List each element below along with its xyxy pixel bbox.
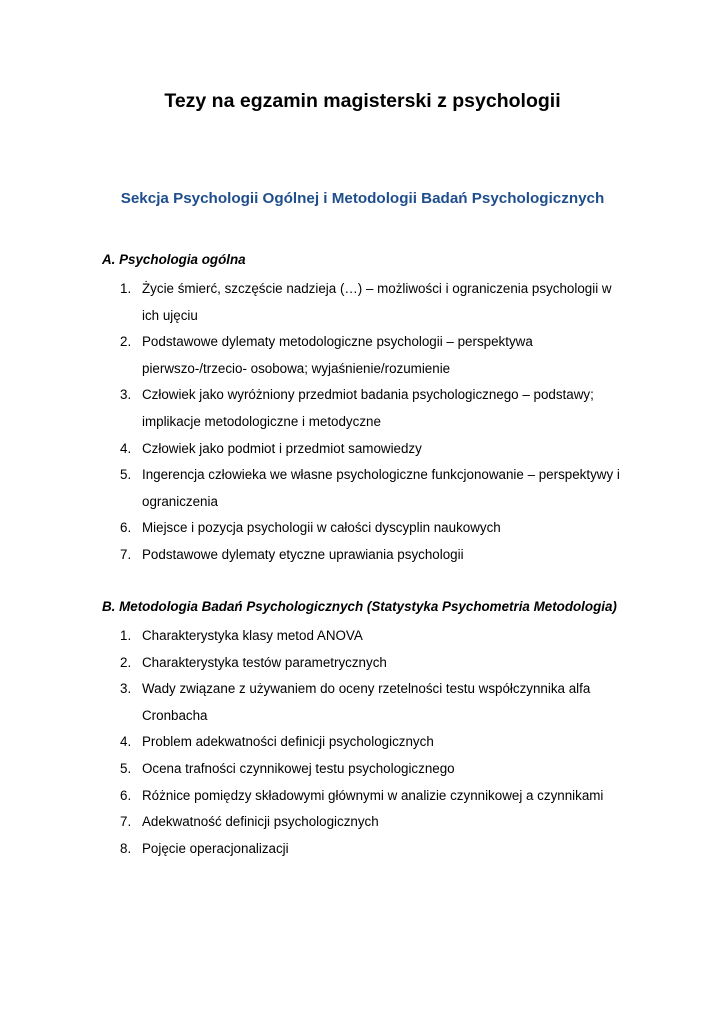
item-text: Charakterystyka klasy metod ANOVA — [142, 628, 363, 643]
item-number: 4. — [120, 440, 132, 456]
list-item — [102, 515, 622, 542]
thesis-list — [102, 623, 642, 862]
subsection-heading: B. Metodologia Badań Psychologicznych (Statystyka Psychometria Metodologia) — [102, 599, 617, 614]
list-item — [102, 783, 622, 810]
item-text: Ingerencja człowieka we własne psychologiczne funkcjonowanie – perspektywy i ograniczenia — [142, 467, 620, 509]
item-number: 3. — [120, 387, 132, 403]
list-item — [102, 382, 622, 435]
item-text: Ocena trafności czynnikowej testu psychologicznego — [142, 760, 455, 776]
item-text: Człowiek jako wyróżniony przedmiot badania psychologicznego – podstawy; implikacje metodologiczne i metodyczne — [142, 387, 594, 429]
item-number: 3. — [120, 681, 132, 697]
subsection-research-methodology — [102, 597, 642, 862]
item-number: 5. — [120, 467, 132, 483]
list-item — [102, 836, 622, 863]
item-number: 2. — [120, 334, 132, 350]
subsection-heading: A. Psychologia ogólna — [102, 252, 246, 267]
subsection-general-psychology — [102, 250, 642, 569]
item-number: 5. — [120, 760, 132, 776]
list-item — [102, 729, 622, 756]
page-title: Tezy na egzamin magisterski z psychologii — [164, 90, 561, 112]
item-text: Miejsce i pozycja psychologii w całości dyscyplin naukowych — [142, 520, 501, 536]
item-number: 1. — [120, 628, 132, 643]
list-item — [102, 329, 622, 382]
list-item — [102, 809, 622, 836]
thesis-list — [102, 276, 642, 569]
item-text: Różnice pomiędzy składowymi głównymi w analizie czynnikowej a czynnikami — [142, 787, 604, 803]
list-item — [102, 650, 622, 677]
item-text: Podstawowe dylematy metodologiczne psychologii – perspektywa pierwszo-/trzecio- osobowa; wyjaśnienie/rozumienie — [142, 334, 533, 376]
item-number: 6. — [120, 520, 132, 536]
list-item — [102, 542, 622, 569]
list-item — [102, 676, 622, 729]
item-number: 2. — [120, 654, 132, 670]
item-text: Adekwatność definicji psychologicznych — [142, 814, 379, 830]
item-number: 4. — [120, 734, 132, 750]
list-item — [102, 756, 622, 783]
list-item — [102, 436, 622, 463]
item-text: Pojęcie operacjonalizacji — [142, 840, 289, 856]
item-text: Problem adekwatności definicji psychologicznych — [142, 734, 434, 750]
item-text: Człowiek jako podmiot i przedmiot samowiedzy — [142, 440, 422, 456]
item-number: 8. — [120, 840, 132, 856]
list-item — [102, 623, 622, 650]
item-text: Życie śmierć, szczęście nadzieja (…) – możliwości i ograniczenia psychologii w ich ujęciu — [142, 281, 612, 323]
list-item — [102, 462, 622, 515]
item-number: 6. — [120, 787, 132, 803]
list-item — [102, 276, 622, 329]
section-heading: Sekcja Psychologii Ogólnej i Metodologii Badań Psychologicznych — [120, 190, 605, 207]
item-text: Wady związane z używaniem do oceny rzetelności testu współczynnika alfa Cronbacha — [142, 681, 591, 723]
item-text: Podstawowe dylematy etyczne uprawiania psychologii — [142, 546, 464, 562]
item-number: 1. — [120, 281, 132, 296]
item-number: 7. — [120, 814, 132, 830]
item-text: Charakterystyka testów parametrycznych — [142, 654, 387, 670]
item-number: 7. — [120, 546, 132, 562]
